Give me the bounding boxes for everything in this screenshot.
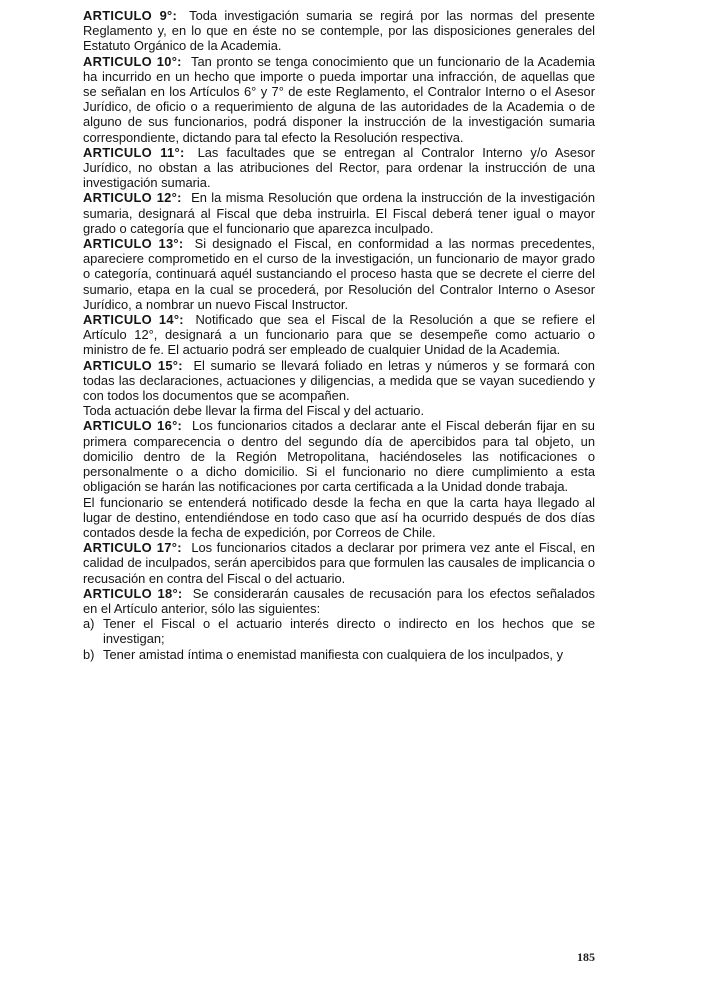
article-text: Tan pronto se tenga conocimiento que un funcionario de la Academia ha incurrido en un hecho que importe o pueda importar una infracción, de aquellas que se señalan en los Artículos 6° y 7° de este Reglamento, el Contralor Interno o el Asesor Jurídico, de oficio o a requerimiento de alguna de las autoridades de la Academia o de alguno de sus funcionarios, podrá disponer la instrucción de la investigación sumaria correspondiente, dictando para tal efecto la Resolución respectiva. — [83, 53, 595, 145]
article-16 — [83, 418, 595, 494]
article-text: En la misma Resolución que ordena la instrucción de la investigación sumaria, designará al Fiscal que deba instruirla. El Fiscal deberá tener igual o mayor grado o categoría que el funcionario que aparezca inculpado. — [83, 190, 595, 236]
article-11 — [83, 145, 595, 191]
article-title: ARTICULO 14°: — [83, 312, 184, 328]
list-item — [83, 616, 595, 646]
article-text: Toda investigación sumaria se regirá por las normas del presente Reglamento y, en lo que en éste no se contemple, por las disposiciones generales del Estatuto Orgánico de la Academia. — [83, 8, 595, 54]
article-text: El sumario se llevará foliado en letras y números y se formará con todas las declaraciones, actuaciones y diligencias, a medida que se vayan sucediendo y con todos los documentos que se acompañen. — [83, 357, 595, 404]
article-title: ARTICULO 18°: — [83, 585, 183, 601]
page-number: 185 — [577, 950, 595, 964]
article-title: ARTICULO 16°: — [83, 418, 183, 434]
article-17 — [83, 540, 595, 586]
article-13 — [83, 236, 595, 312]
article-title: ARTICULO 15°: — [83, 357, 183, 373]
article-title: ARTICULO 10°: — [83, 53, 182, 69]
article-16-continuation: El funcionario se entenderá notificado desde la fecha en que la carta haya llegado al lugar de destino, entendiéndose en todo caso que así ha ocurrido después de dos días contados desde la fecha de expedición, por Correos de Chile. — [83, 494, 595, 540]
list-item-text: Tener amistad íntima o enemistad manifiesta con cualquiera de los inculpados, y — [103, 646, 564, 662]
recusal-causes-list — [83, 616, 595, 662]
article-15 — [83, 358, 595, 404]
article-title: ARTICULO 11°: — [83, 144, 185, 160]
document-body — [83, 8, 595, 662]
article-12 — [83, 190, 595, 236]
article-14 — [83, 312, 595, 358]
article-18 — [83, 586, 595, 616]
article-text: Se considerarán causales de recusación para los efectos señalados en el Artículo anterior, sólo las siguientes: — [83, 585, 595, 616]
list-item-text: Tener el Fiscal o el actuario interés directo o indirecto en los hechos que se investigan; — [103, 616, 595, 647]
article-text: Los funcionarios citados a declarar ante el Fiscal deberán fijar en su primera comparecencia o dentro del segundo día de apercibidos para tal objeto, un domicilio dentro de la Región Metropolitana, haciéndoseles las notificaciones o personalmente o a dicho domicilio. Si el funcionario no diere cumplimiento a esta obligación se harán las notificaciones por carta certificada a la Unidad donde trabaja. — [83, 418, 595, 495]
article-title: ARTICULO 13°: — [83, 236, 184, 252]
article-text: Los funcionarios citados a declarar por primera vez ante el Fiscal, en calidad de inculpados, serán apercibidos para que formulen las causales de implicancia o recusación en contra del Fiscal o del actuario. — [83, 540, 595, 586]
article-10 — [83, 54, 595, 145]
article-text: Si designado el Fiscal, en conformidad a las normas precedentes, apareciere comprometido en el curso de la investigación, un funcionario de mayor grado o categoría, continuará aquél sustanciando el proceso hasta que se decrete el cierre del sumario, etapa en la cual se procederá, por Resolución del Contralor Interno o Asesor Jurídico, a nombrar un nuevo Fiscal Instructor. — [83, 236, 595, 312]
article-9 — [83, 8, 595, 54]
list-item — [83, 647, 595, 662]
article-title: ARTICULO 9°: — [83, 8, 178, 23]
list-marker: a) — [83, 616, 95, 632]
article-title: ARTICULO 12°: — [83, 190, 182, 206]
article-text: Notificado que sea el Fiscal de la Resolución a que se refiere el Artículo 12°, designará a un funcionario para que se desempeñe como actuario o ministro de fe. El actuario podrá ser empleado de cualquier Unidad de la Academia. — [83, 312, 595, 358]
article-title: ARTICULO 17°: — [83, 540, 182, 556]
list-marker: b) — [83, 646, 95, 662]
article-text: Las facultades que se entregan al Contralor Interno y/o Asesor Jurídico, no obstan a las atribuciones del Rector, para ordenar la instrucción de una investigación sumaria. — [83, 144, 595, 191]
article-15-continuation: Toda actuación debe llevar la firma del Fiscal y del actuario. — [83, 403, 425, 419]
